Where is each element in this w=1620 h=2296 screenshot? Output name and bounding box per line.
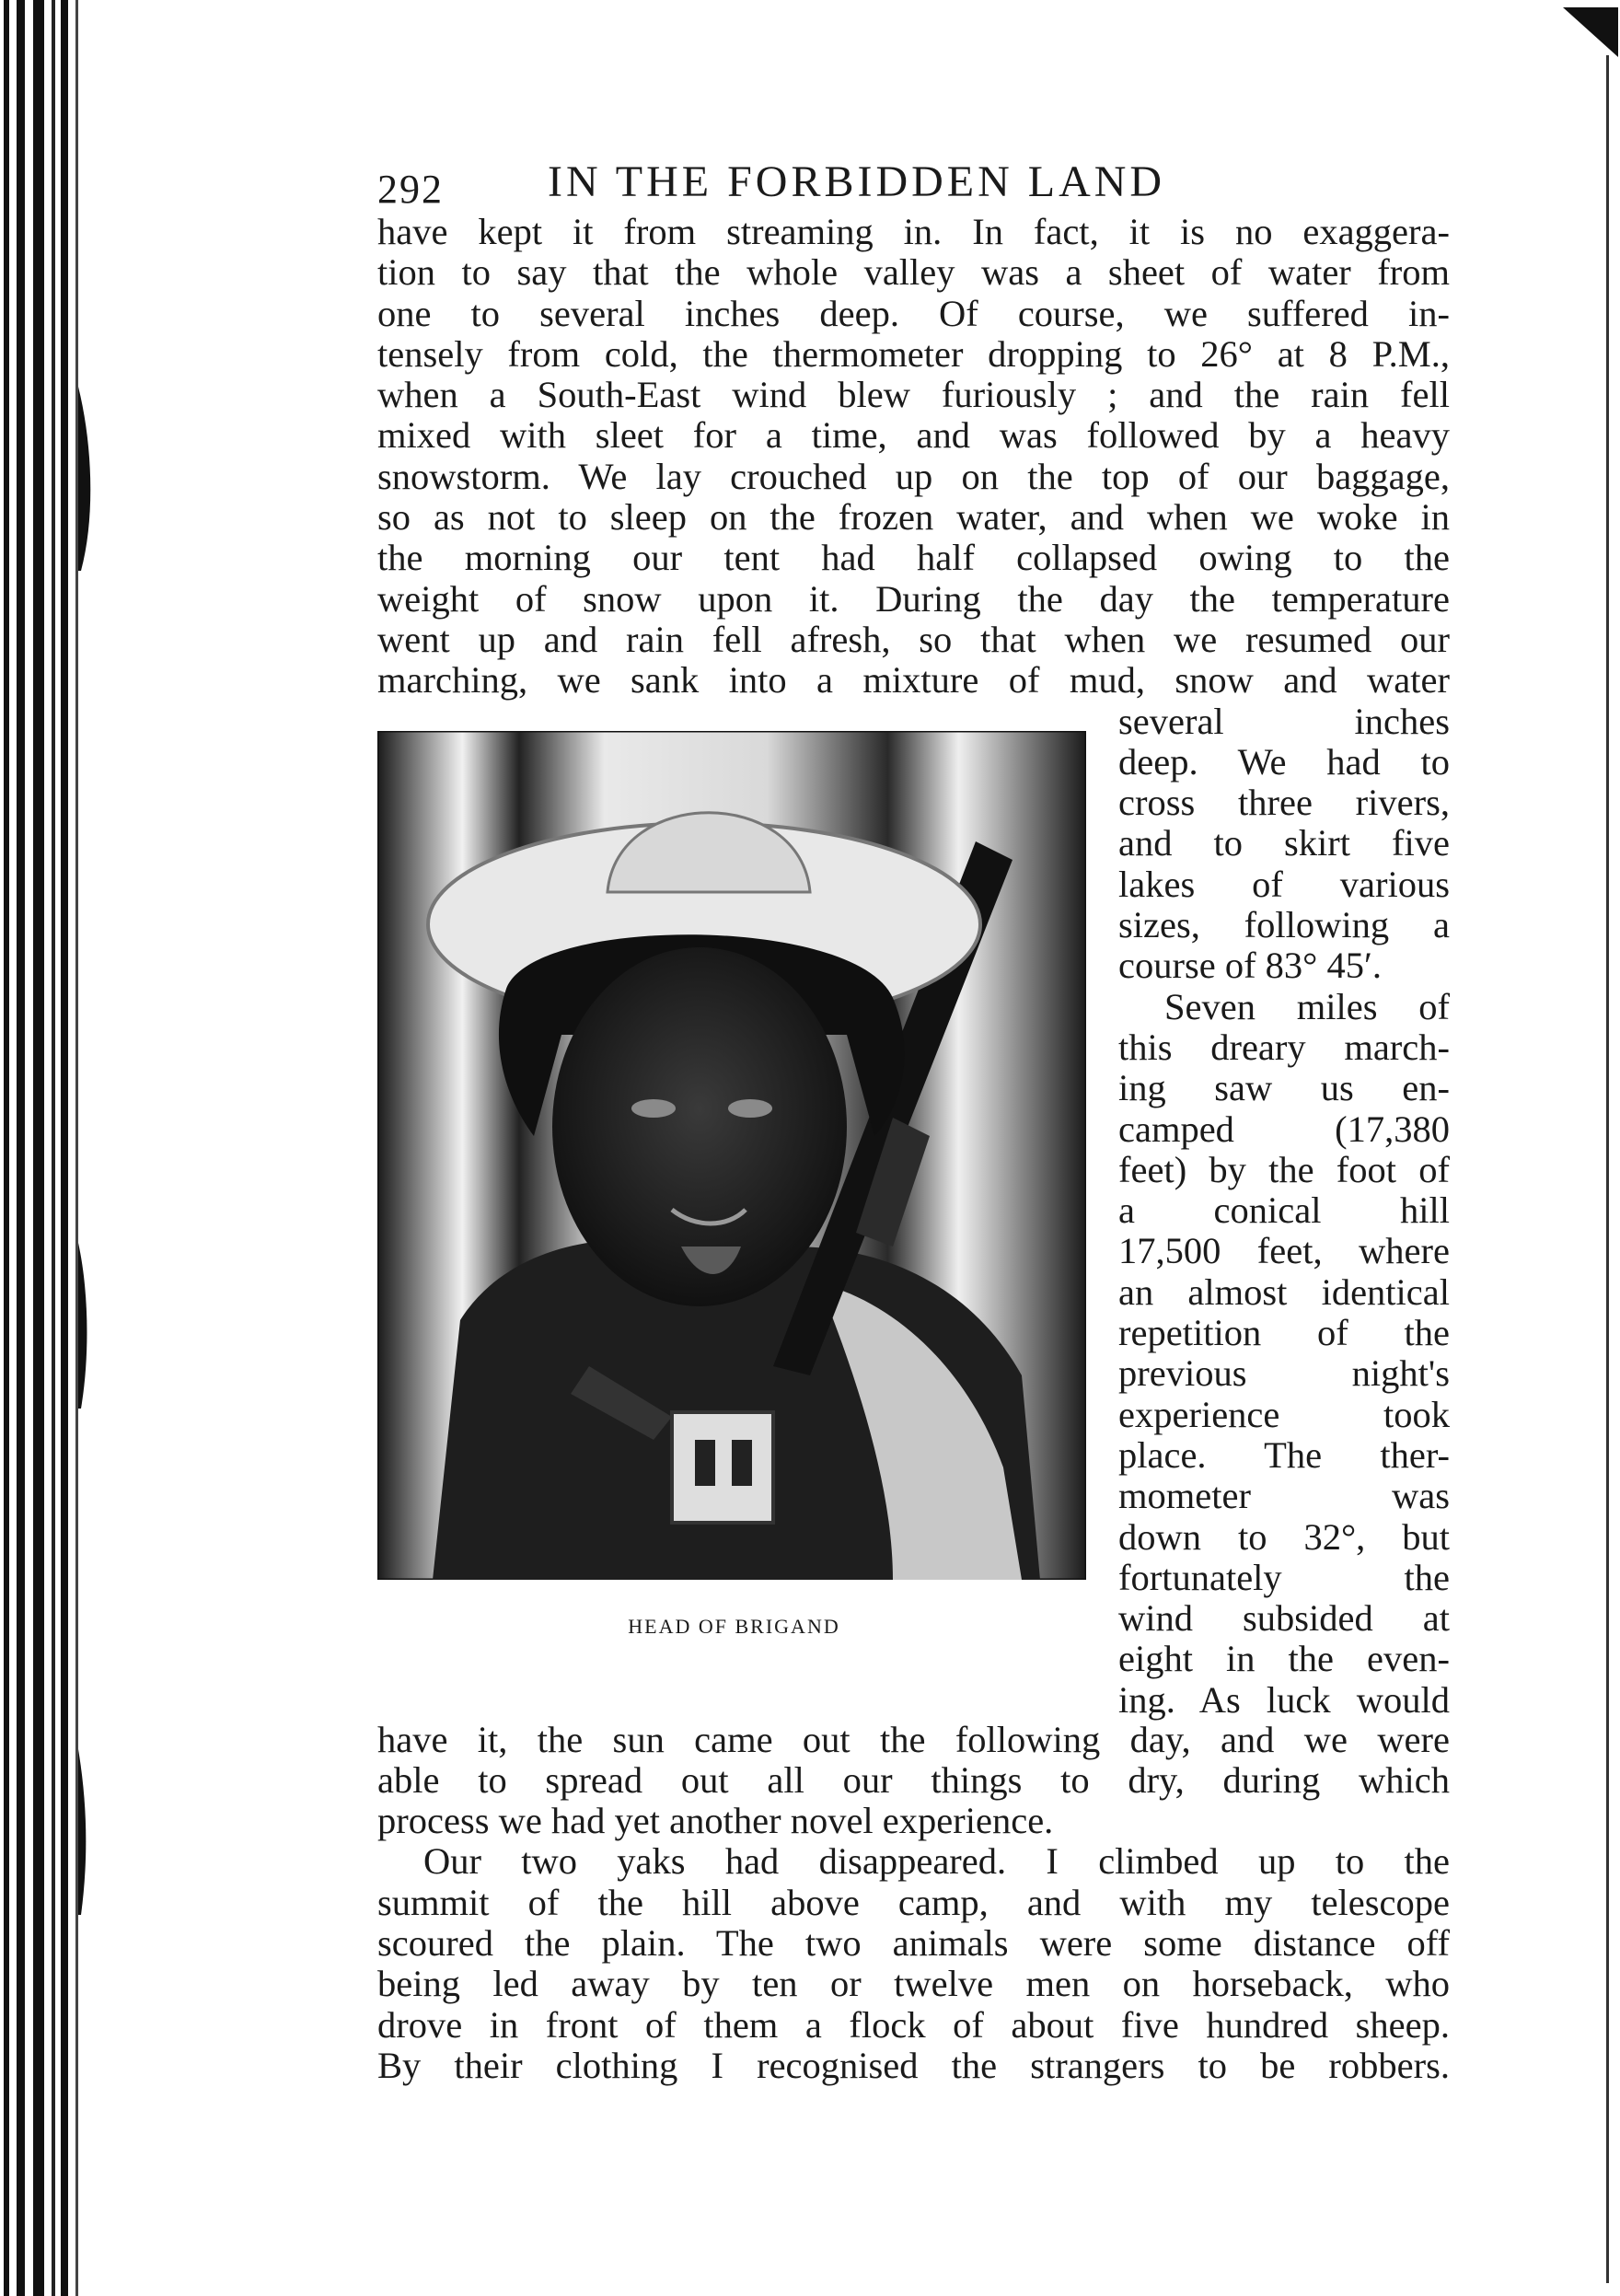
text-line: one to several inches deep. Of course, we suffered in- bbox=[377, 292, 1450, 334]
running-head bbox=[377, 147, 1450, 212]
text-line: and to skirt five bbox=[1118, 822, 1450, 864]
text-line: have it, the sun came out the following day, and we were bbox=[377, 1718, 1450, 1760]
text-line: tensely from cold, the thermometer dropping to 26° at 8 P.M., bbox=[377, 332, 1450, 375]
paragraph-last bbox=[377, 1841, 1450, 2086]
text-line: Seven miles of bbox=[1164, 985, 1450, 1027]
page-corner-mark bbox=[1556, 0, 1620, 64]
text-line: eight in the even- bbox=[1118, 1638, 1450, 1680]
text-line: scoured the plain. The two animals were some distance off bbox=[377, 1922, 1450, 1965]
text-line: summit of the hill above camp, and with my telescope bbox=[377, 1881, 1450, 1923]
text-line: went up and rain fell afresh, so that when we resumed our bbox=[377, 618, 1450, 660]
book-binding-edge bbox=[0, 0, 101, 2296]
text-line: the morning our tent had half collapsed owing to the bbox=[377, 537, 1450, 579]
text-line: sizes, following a bbox=[1118, 904, 1450, 946]
text-line: place. The ther- bbox=[1118, 1433, 1450, 1476]
text-line: ing. As luck would bbox=[1118, 1678, 1450, 1721]
text-line: this dreary march- bbox=[1118, 1026, 1450, 1068]
figure-and-side-text bbox=[377, 702, 1450, 1720]
text-line: mometer was bbox=[1118, 1475, 1450, 1517]
text-line: By their clothing I recognised the strangers to be robbers. bbox=[377, 2044, 1450, 2086]
figure-caption: HEAD OF BRIGAND bbox=[628, 1614, 840, 1638]
text-line: experience took bbox=[1118, 1393, 1450, 1435]
text-line: fortunately the bbox=[1118, 1556, 1450, 1598]
text-line: an almost identical bbox=[1118, 1270, 1450, 1313]
book-page bbox=[377, 147, 1450, 2086]
text-line: snowstorm. We lay crouched up on the top of our baggage, bbox=[377, 455, 1450, 497]
text-line: previous night's bbox=[1118, 1352, 1450, 1395]
page-number: 292 bbox=[377, 167, 444, 212]
text-line: being led away by ten or twelve men on horseback, who bbox=[377, 1963, 1450, 2005]
text-line: cross three rivers, bbox=[1118, 782, 1450, 824]
text-line: Our two yaks had disappeared. I climbed up to the bbox=[423, 1840, 1450, 1883]
text-line: a conical hill bbox=[1118, 1189, 1450, 1232]
text-line: deep. We had to bbox=[1118, 740, 1450, 783]
text-line: camped (17,380 bbox=[1118, 1107, 1450, 1150]
text-line: feet) by the foot of bbox=[1118, 1148, 1450, 1190]
text-line: course of 83° 45′. bbox=[1118, 945, 1382, 987]
text-line: process we had yet another novel experience. bbox=[377, 1800, 1054, 1842]
text-line: marching, we sank into a mixture of mud, snow and water bbox=[377, 659, 1450, 702]
text-line: wind subsided at bbox=[1118, 1597, 1450, 1640]
text-line: down to 32°, but bbox=[1118, 1515, 1450, 1558]
text-line: repetition of the bbox=[1118, 1312, 1450, 1354]
text-line: ing saw us en- bbox=[1118, 1067, 1450, 1109]
text-line: have kept it from streaming in. In fact, it is no exaggera- bbox=[377, 211, 1450, 252]
text-line: mixed with sleet for a time, and was followed by a heavy bbox=[377, 414, 1450, 457]
text-line: able to spread out all our things to dry, during which bbox=[377, 1758, 1450, 1801]
text-line: lakes of various bbox=[1118, 863, 1450, 905]
paragraph-bottom bbox=[377, 1720, 1450, 1842]
side-column-text bbox=[1118, 702, 1450, 1721]
text-line: so as not to sleep on the frozen water, and when we woke in bbox=[377, 496, 1450, 539]
text-line: when a South-East wind blew furiously ; and the rain fell bbox=[377, 374, 1450, 416]
paragraph-top bbox=[377, 212, 1450, 702]
text-line: tion to say that the whole valley was a sheet of water from bbox=[377, 251, 1450, 294]
text-line: several inches bbox=[1118, 700, 1450, 742]
figure bbox=[377, 731, 1086, 1639]
text-line: 17,500 feet, where bbox=[1118, 1230, 1450, 1272]
text-line: drove in front of them a flock of about five hundred sheep. bbox=[377, 2003, 1450, 2046]
page-edge-rule bbox=[1606, 55, 1609, 2283]
brigand-portrait-image bbox=[377, 731, 1086, 1580]
text-line: weight of snow upon it. During the day the temperature bbox=[377, 577, 1450, 620]
running-title: IN THE FORBIDDEN LAND bbox=[548, 157, 1166, 206]
